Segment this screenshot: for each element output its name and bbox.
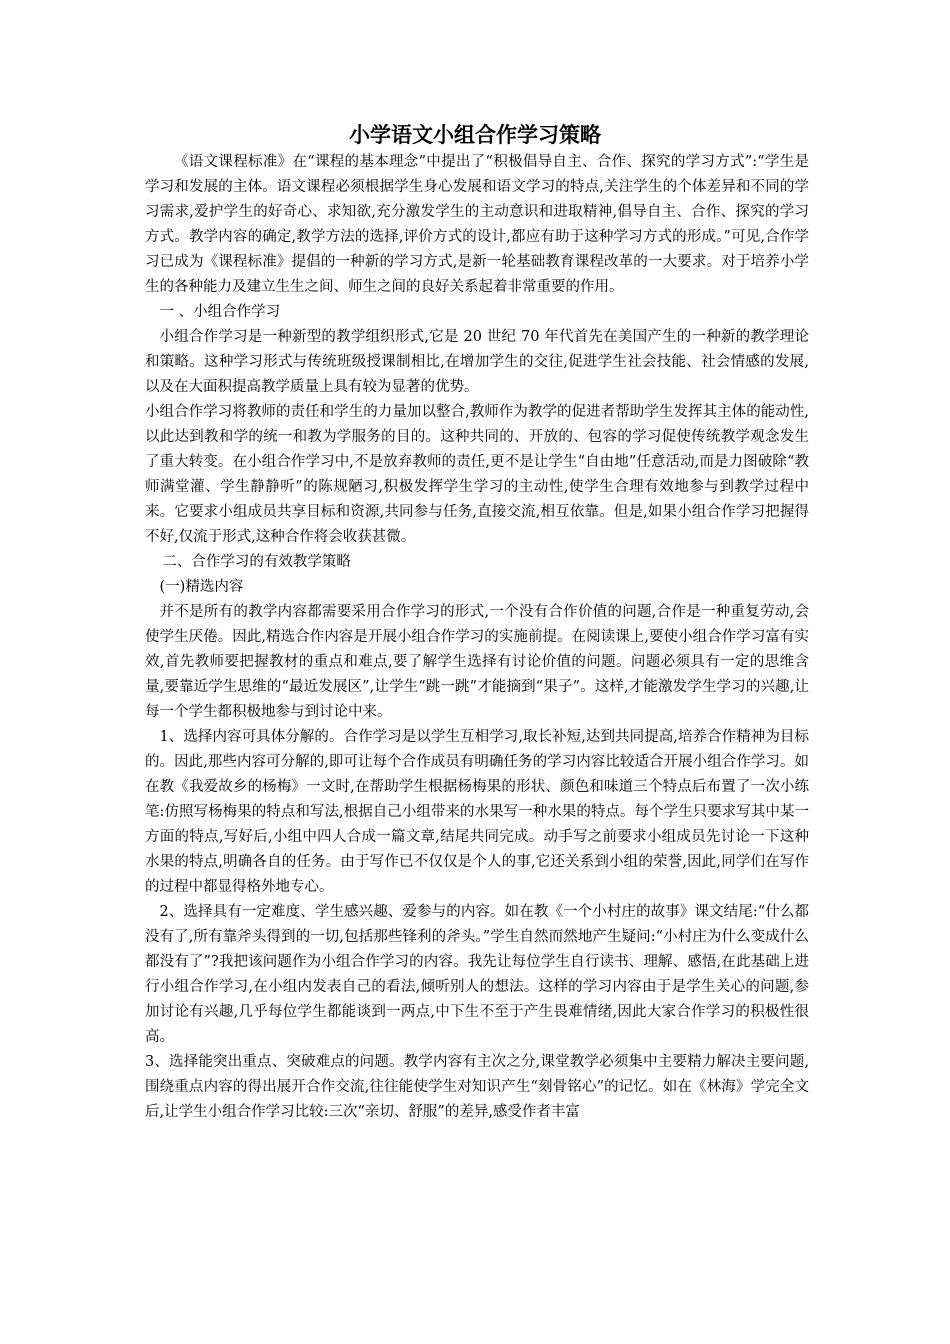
paragraph: 2、选择具有一定难度、学生感兴趣、爱参与的内容。如在教《一个小村庄的故事》课文结尾:“什么都没有了,所有靠斧头得到的一切,包括那些锋利的斧头。”学生自然而然地产生疑问:“小村庄为什么变成什么都没有了”?我把该问题作为小组合作学习的内容。我先让每位学生自行读书、理解、感悟,在此基础上进行小组合作学习,在小组内发表自己的看法,倾听别人的想法。这样的学习内容由于是学生关心的问题,参加讨论有兴趣,几乎每位学生都能谈到一两点,中下生不至于产生畏难情绪,因此大家合作学习的积极性很高。 <box>145 904 809 1045</box>
paragraph: 小组合作学习是一种新型的教学组织形式,它是 20 世纪 70 年代首先在美国产生的一种新的教学理论和策略。这种学习形式与传统班级授课制相比,在增加学生的交往,促进学生社会技能、社会情感的发展,以及在大面积提高教学质量上具有较为显著的优势。 <box>145 329 809 395</box>
paragraph: 1、选择内容可具体分解的。合作学习是以学生互相学习,取长补短,达到共同提高,培养合作精神为目标的。因此,那些内容可分解的,即可让每个合作成员有明确任务的学习内容比较适合开展小组合作学习。如在教《我爱故乡的杨梅》一文时,在帮助学生根据杨梅果的形状、颜色和味道三个特点后布置了一次小练笔:仿照写杨梅果的特点和写法,根据自己小组带来的水果写一种水果的特点。每个学生只要求写其中某一方面的特点,写好后,小组中四人合成一篇文章,结尾共同完成。动手写之前要求小组成员先讨论一下这种水果的特点,明确各自的任务。由于写作已不仅仅是个人的事,它还关系到小组的荣誉,因此,同学们在写作的过程中都显得格外地专心。 <box>145 729 809 895</box>
section-heading-1: 一 、小组合作学习 <box>159 304 281 320</box>
paragraph: 3、选择能突出重点、突破难点的问题。教学内容有主次之分,课堂教学必须集中主要精力解决主要问题,围绕重点内容的得出展开合作交流,往往能使学生对知识产生“刻骨铭心”的记忆。如在《林海》学完全文后,让学生小组合作学习比较:三次“亲切、舒服”的差异,感受作者丰富 <box>145 1054 809 1120</box>
section-heading-2: 二、合作学习的有效教学策略 <box>162 554 351 570</box>
paragraph: 并不是所有的教学内容都需要采用合作学习的形式,一个没有合作价值的问题,合作是一种重复劳动,会使学生厌倦。因此,精选合作内容是开展小组合作学习的实施前提。在阅读课上,要使小组合作学习富有实效,首先教师要把握教材的重点和难点,要了解学生选择有讨论价值的问题。问题必须具有一定的思维含量,要靠近学生思维的“最近发展区”,让学生“跳一跳”才能摘到“果子”。这样,才能激发学生学习的兴趣,让每一个学生都积极地参与到讨论中来。 <box>145 604 809 720</box>
document-body <box>145 150 809 1125</box>
paragraph-intro: 《语文课程标准》在“课程的基本理念”中提出了“积极倡导自主、合作、探究的学习方式”:“学生是学习和发展的主体。语文课程必须根据学生身心发展和语文学习的特点,关注学生的个体差异和不同的学习需求,爱护学生的好奇心、求知欲,充分激发学生的主动意识和进取精神,倡导自主、合作、探究的学习方式。教学内容的确定,教学方法的选择,评价方式的设计,都应有助于这种学习方式的形成。”可见,合作学习已成为《课程标准》提倡的一种新的学习方式,是新一轮基础教育课程改革的一大要求。对于培养小学生的各种能力及建立生生之间、师生之间的良好关系起着非常重要的作用。 <box>145 154 809 295</box>
subsection-heading: (一)精选内容 <box>159 579 244 595</box>
paragraph: 小组合作学习将教师的责任和学生的力量加以整合,教师作为教学的促进者帮助学生发挥其主体的能动性,以此达到教和学的统一和教为学服务的目的。这种共同的、开放的、包容的学习促使传统教学观念发生了重大转变。在小组合作学习中,不是放弃教师的责任,更不是让学生“自由地”任意活动,而是力图破除“教师满堂灌、学生静静听”的陈规陋习,积极发挥学生学习的主动性,使学生合理有效地参与到教学过程中来。它要求小组成员共享目标和资源,共同参与任务,直接交流,相互依靠。但是,如果小组合作学习把握得不好,仅流于形式,这种合作将会收获甚微。 <box>145 404 809 545</box>
document-title: 小学语文小组合作学习策略 <box>349 122 601 147</box>
